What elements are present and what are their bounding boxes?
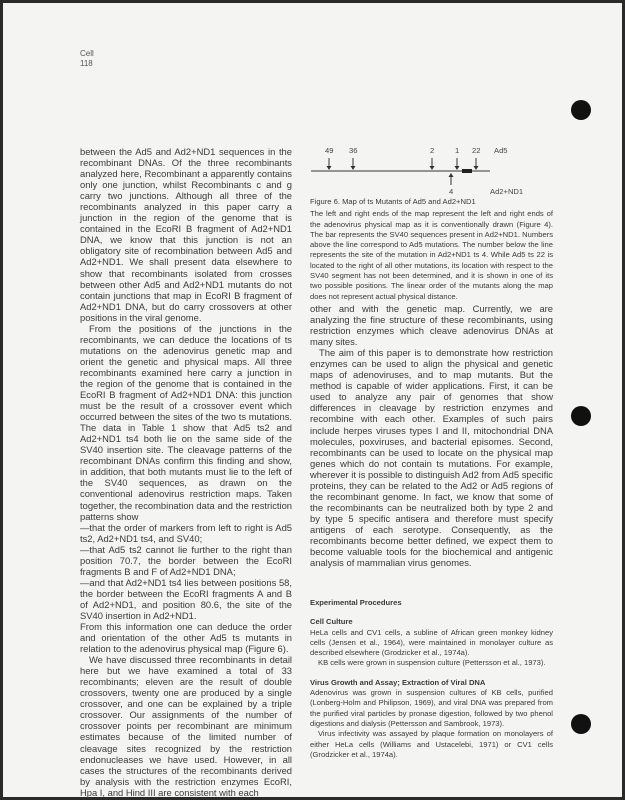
page-number: 118: [80, 59, 93, 68]
label-22: 22: [472, 146, 481, 155]
paragraph: —that Ad5 ts2 cannot lie further to the right than position 70.7, the border between the EcoRI fragments B and F of Ad2+ND1 DNA;: [80, 543, 292, 577]
subsection-heading: Virus Growth and Assay; Extraction of Viral DNA: [310, 677, 486, 687]
paragraph: other and with the genetic map. Currently, we are analyzing the fine structure of these recombinants, using restriction enzymes which cleave adenovirus DNAs at many sites.: [310, 303, 553, 348]
arrow-49: [325, 146, 333, 170]
paragraph: —and that Ad2+ND1 ts4 lies between positions 58, the border between the EcoRI fragments A and B of Ad2+ND1, and position 80.6, the site of the SV40 insertion in Ad2+ND1.: [80, 576, 292, 621]
section-heading: Experimental Procedures: [310, 598, 402, 607]
figure-caption: [310, 197, 553, 302]
label-2: 2: [430, 146, 435, 155]
ad5-label: Ad5: [494, 146, 508, 155]
label-1: 1: [455, 146, 460, 155]
punch-hole: [571, 714, 591, 734]
punch-hole: [571, 100, 591, 120]
experimental-procedures: [310, 589, 553, 760]
running-head: [80, 49, 94, 69]
mutation-map-diagram: [308, 143, 553, 198]
label-4: 4: [449, 187, 454, 196]
figure-6-map: [308, 143, 553, 198]
paragraph: HeLa cells and CV1 cells, a subline of African green monkey kidney cells (Jensen et al., 1964), were maintained in monolayer culture as described elsewhere (Grodzicker et al., 1974a).: [310, 627, 553, 658]
ad2-label: Ad2+ND1: [490, 187, 524, 196]
paragraph: From the positions of the junctions in the recombinants, we can deduce the locations of ts mutations on the adenovirus genetic map and orient the genetic and physical maps. All three recombinants examined here carry a junction in the region of the genome that is contained in the EcoRI B fragment of Ad2+ND1 DNA: this junction must be the result of a crossover event which occurred between the sites of the two ts mutations. The data in Table 1 show that Ad5 ts2 and Ad2+ND1 ts4 both lie on the same side of the SV40 insertion site. The cleavage patterns of the recombinant DNAs confirm this finding and show, in addition, that both mutants must lie to the left of the SV40 sequences, as drawn on the conventional adenovirus restriction maps. Taken together, the recombination data and the restriction patterns show: [80, 322, 292, 522]
arrow-2: [430, 146, 435, 170]
paragraph: between the Ad5 and Ad2+ND1 sequences in the recombinant DNAs. Of the three recombinants analyzed here, Recombinant a apparently contains only one junction, whilst Recombinants c and g carry two junctions. Although all three of the recombinants analyzed in this paper carry a junction in the region of the genome that is contained in the EcoRI B fragment of Ad2+ND1 DNA, we know that this junction is not an obligatory site of recombination between Ad5 and Ad2+ND1. We shall present data elsewhere to show that recombinants isolated from crosses between other Ad5 and Ad2+ND1 mutants do not contain junctions that map in EcoRI B fragment of Ad2+ND1 DNA, but do carry crossovers at other positions in the viral genome.: [80, 146, 292, 323]
paragraph: KB cells were grown in suspension culture (Pettersson et al., 1973).: [318, 658, 546, 668]
subsection-heading: Cell Culture: [310, 617, 353, 627]
label-36: 36: [349, 146, 358, 155]
right-column: [310, 303, 553, 568]
punch-hole: [571, 406, 591, 426]
arrow-1: [455, 146, 460, 170]
paragraph: Virus infectivity was assayed by plaque formation on monolayers of either HeLa cells (Williams and Ustacelebi, 1971) or CV1 cells (Grodzicker et al., 1974a).: [310, 729, 553, 759]
paragraph: From this information one can deduce the order and orientation of the other Ad5 ts mutants in relation to the adenovirus physical map (Figure 6).: [80, 621, 292, 655]
journal-name: Cell: [80, 49, 94, 58]
arrow-4: [449, 173, 454, 196]
arrow-36: [349, 146, 357, 170]
figure-title: Figure 6. Map of ts Mutants of Ad5 and Ad2+ND1: [310, 197, 476, 206]
paragraph: —that the order of markers from left to right is Ad5 ts2, Ad2+ND1 ts4, and SV40;: [80, 521, 292, 544]
paper-page: [3, 3, 622, 797]
figure-caption-text: The left and right ends of the map represent the left and right ends of the adenovirus physical map as it is conventionally drawn (Figure 4). The bar represents the SV40 sequences present in Ad2+ND1. Numbers above the line correspond to Ad5 mutations. The number below the line represents the site of the mutation in Ad2+ND1 ts 4. While Ad5 ts 22 is located to the right of all other mutations, its location with respect to the SV40 segment has not been determined, and it is shown in one of its two possible positions. The linear order of the mutants along the map does not represent actual physical distance.: [310, 209, 553, 301]
paragraph: We have discussed three recombinants in detail here but we have examined a total of 33 recombinants; eleven are the result of double crossovers, twenty one are produced by a single crossover, and one can be explained by a triple crossover. Our assignments of the number of crossover points per recombinant are minimum estimates because of the limited number of cleavage sites recognized by the restriction endonucleases we have used. However, in all cases the structures of the recombinants derived by analysis with the restriction enzymes EcoRI, Hpa I, and Hind III are consistent with each: [80, 654, 292, 798]
arrow-22: [472, 146, 480, 170]
sv40-bar: [462, 169, 472, 173]
paragraph: The aim of this paper is to demonstrate how restriction enzymes can be used to align the physical and genetic maps of adenoviruses, and to map mutants. But the method is capable of wider applications. First, it can be used to analyze any pair of genomes that show differences in cleavage by restriction enzymes and recombine with each other. Examples of such pairs include herpes viruses types I and II, mitochondrial DNA molecules, poxviruses, and bacterial episomes. Second, recombinants can be used to locate on the physical map genes which do not contain ts mutations. For example, wherever it is possible to distinguish Ad2 from Ad5 specific proteins, they can be related to the Ad2 or Ad5 regions of the recombinant genome. In fact, we know that some of the recombinants can be neutralized both by type 2 and by type 5 specific antisera and therefore must specify antigens of each serotype. Consequently, as the recombinants become better defined, we expect them to become valuable tools for the biochemical and antigenic analysis of mammalian virus genomes.: [310, 347, 553, 569]
paragraph: Adenovirus was grown in suspension cultures of KB cells, purified (Lonberg-Holm and Philipson, 1969), and viral DNA was prepared from the purified viral particles by pronase digestion, followed by two phenol digestions and dialysis (Pettersson and Sambrook, 1973).: [310, 688, 553, 728]
left-column: [80, 146, 292, 798]
label-49: 49: [325, 146, 334, 155]
